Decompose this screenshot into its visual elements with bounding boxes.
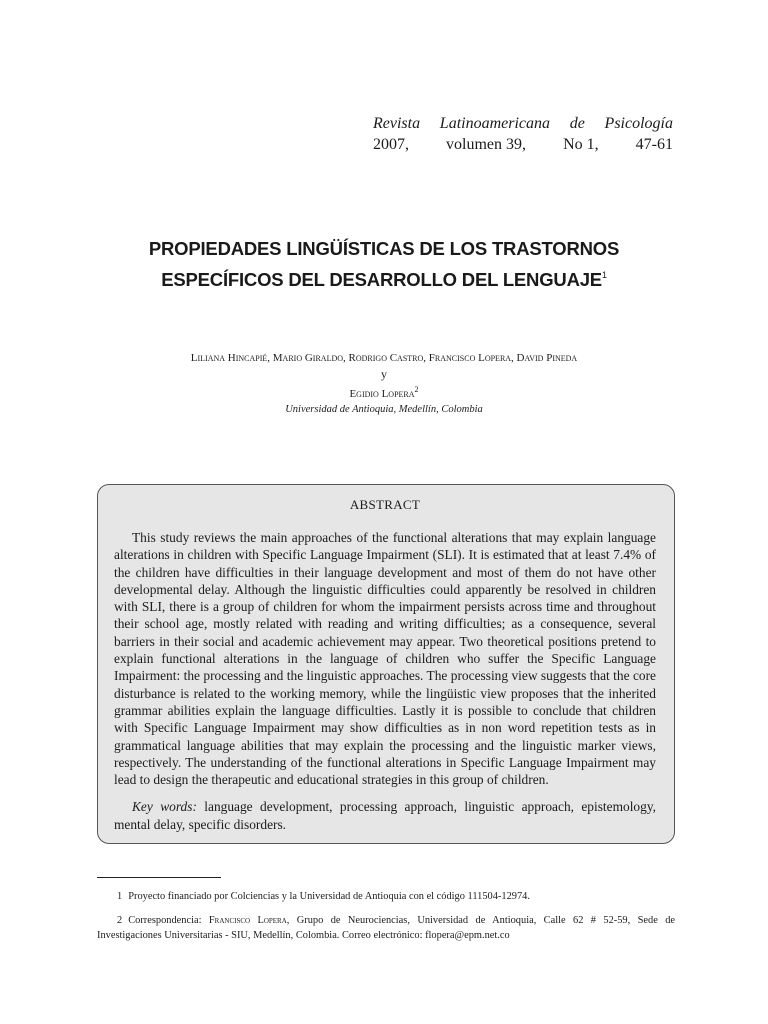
- title-footnote-mark: 1: [601, 270, 607, 280]
- title-line-2-text: ESPECÍFICOS DEL DESARROLLO DEL LENGUAJE: [161, 269, 602, 290]
- paper-title: [0, 236, 768, 293]
- journal-number: No 1,: [563, 136, 599, 153]
- journal-issue: [373, 134, 673, 155]
- author-block: [0, 350, 768, 418]
- author-conjunction: y: [381, 367, 387, 381]
- footnote-2-prefix: Correspondencia:: [128, 914, 202, 926]
- journal-pages: 47-61: [635, 136, 673, 153]
- title-line-2: [0, 262, 768, 293]
- journal-header: [373, 113, 673, 155]
- footnote-2: [97, 913, 675, 944]
- journal-name: Revista Latinoamericana de Psicología: [373, 115, 673, 132]
- last-author-name: Egidio Lopera: [349, 388, 415, 400]
- abstract-heading: ABSTRACT: [349, 497, 421, 512]
- abstract-box: [97, 484, 675, 844]
- journal-volume: volumen 39,: [446, 136, 527, 153]
- last-author: [0, 382, 768, 402]
- keywords: [114, 798, 656, 833]
- footnote-2-text: , Grupo de Neurociencias, Universidad de Antioquia, Calle 62 # 52-59, Sede de Investigaciones Universitarias - SIU, Medellín, Colombia. Correo electrónico: flopera@epm.net.co: [97, 914, 676, 941]
- footnote-1-mark: 1: [117, 891, 123, 902]
- footnote-2-mark: 2: [117, 914, 123, 926]
- last-author-mark: 2: [414, 385, 419, 394]
- abstract-body: This study reviews the main approaches of the functional alterations that may explain language alterations in children with Specific Language Impairment (SLI). It is estimated that at least 7.4% of the children have difficulties in their language development and most of them do not have other developmental delay. Although the linguistic difficulties could apparently be resolved in children with SLI, there is a group of children for whom the impairment persists across time and throughout their school age, mostly related with reading and writing difficulties; as a consequence, several barriers in their social and academic achievement may appear. Two theoretical positions pretend to explain functional alterations in the language of children who suffer the Specific Language Impairment: the processing and the linguistic approaches. The processing view suggests that the core disturbance is related to the working memory, while the lingüistic view proposes that the inherited grammar abilities explain the language difficulties. Lastly it is possible to conclude that children with Specific Language Impairment may show difficulties as in non word repetition tests as in grammatical language abilities that may explain the processing and the linguistic marker views, respectively. The understanding of the functional alterations in Specific Language Impairment may lead to design the therapeutic and educational strategies in this group of children.: [114, 530, 656, 788]
- keywords-label: Key words:: [132, 799, 197, 815]
- footnotes: [97, 889, 675, 952]
- footnote-1-text: Proyecto financiado por Colciencias y la Universidad de Antioquia con el código 111504-12974.: [128, 891, 530, 902]
- footnote-divider: [97, 877, 221, 878]
- journal-year: 2007,: [373, 136, 409, 153]
- keywords-text: language development, processing approach, linguistic approach, epistemology, mental delay, specific disorders.: [114, 799, 656, 832]
- title-line-1: PROPIEDADES LINGÜÍSTICAS DE LOS TRASTORNOS: [148, 238, 620, 259]
- author-list: Liliana Hincapié, Mario Giraldo, Rodrigo Castro, Francisco Lopera, David Pineda: [190, 352, 578, 364]
- footnote-2-name: Francisco Lopera: [208, 914, 287, 926]
- affiliation: Universidad de Antioquia, Medellín, Colombia: [285, 404, 483, 415]
- footnote-1: [97, 889, 675, 905]
